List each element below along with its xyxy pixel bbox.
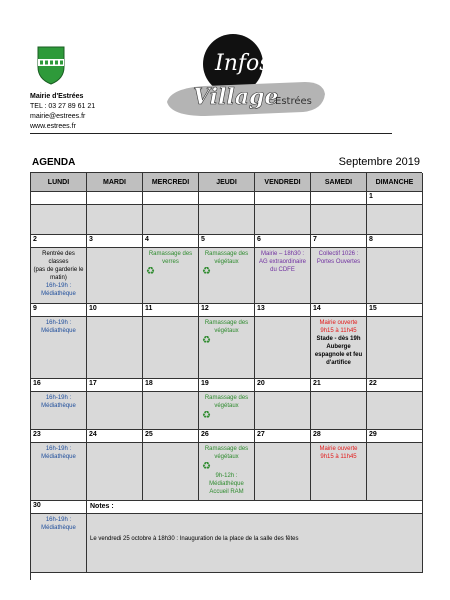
agenda-title: AGENDA [32, 157, 76, 168]
day-cell[interactable] [143, 317, 199, 379]
event-text: Mairie – 18h30 : AG extraordinaire du CDFE [258, 251, 307, 273]
day-number: 6 [255, 235, 311, 248]
day-cell[interactable] [367, 205, 423, 235]
recycle-icon: ♻ [202, 410, 211, 421]
phone-text: TEL : 03 27 89 61 21 [30, 103, 96, 110]
day-number: 13 [255, 304, 311, 317]
day-number: 9 [31, 304, 87, 317]
event-text: Médiathèque [41, 403, 76, 409]
day-header-vendredi: VENDREDI [255, 173, 311, 192]
day-number: 20 [255, 379, 311, 392]
day-number [87, 192, 143, 205]
recycle-icon: ♻ [146, 266, 155, 277]
day-cell[interactable] [199, 248, 255, 304]
event-text: Stade - dès 19h Auberge espagnole et feu d'artifice [314, 336, 363, 366]
day-number: 2 [31, 235, 87, 248]
day-cell[interactable] [87, 248, 143, 304]
event-text: Médiathèque [41, 454, 76, 460]
contact-block [30, 92, 95, 132]
day-number: 24 [87, 430, 143, 443]
day-cell[interactable] [255, 248, 311, 304]
day-cell[interactable] [31, 317, 87, 379]
day-cell[interactable] [31, 514, 87, 573]
day-header-samedi: SAMEDI [311, 173, 367, 192]
day-number: 29 [367, 430, 423, 443]
event-text: 9h-12h : Médiathèque Accueil RAM [209, 473, 244, 495]
day-header-mardi: MARDI [87, 173, 143, 192]
day-cell[interactable] [255, 317, 311, 379]
day-cell[interactable] [31, 248, 87, 304]
day-cell[interactable] [199, 317, 255, 379]
event-text: Médiathèque [41, 328, 76, 334]
day-number: 14 [311, 304, 367, 317]
day-cell[interactable] [143, 205, 199, 235]
website-text: www.estrees.fr [30, 123, 76, 130]
event-text: Collectif 1026 : Portes Ouvertes [316, 251, 361, 265]
day-cell[interactable] [255, 392, 311, 430]
day-number: 21 [311, 379, 367, 392]
day-cell[interactable] [311, 205, 367, 235]
event-text: 16h-19h : [45, 395, 72, 401]
event-text: Ramassage des végétaux [204, 251, 249, 265]
header-divider [30, 133, 392, 134]
calendar-grid [30, 172, 422, 580]
day-cell[interactable] [199, 392, 255, 430]
logo-village-text: Village [193, 84, 279, 110]
day-cell[interactable] [255, 443, 311, 501]
day-cell[interactable] [255, 205, 311, 235]
mayor-label: Mairie d'Estrées [30, 93, 84, 100]
day-cell[interactable] [367, 248, 423, 304]
day-cell[interactable] [367, 392, 423, 430]
day-number: 5 [199, 235, 255, 248]
day-number: 8 [367, 235, 423, 248]
day-number: 11 [143, 304, 199, 317]
logo-infos-text: Infos [215, 51, 271, 76]
day-header-jeudi: JEUDI [199, 173, 255, 192]
recycle-icon: ♻ [202, 335, 211, 346]
day-header-mercredi: MERCREDI [143, 173, 199, 192]
event-text: 16h-19h : [45, 517, 72, 523]
day-number: 30 [31, 501, 87, 514]
day-cell[interactable] [31, 443, 87, 501]
day-cell[interactable] [87, 317, 143, 379]
notes-text[interactable]: Le vendredi 25 octobre à 18h30 : Inauguration de la place de la salle des fêtes [87, 514, 423, 573]
town-crest-icon [36, 45, 66, 85]
day-number: 18 [143, 379, 199, 392]
day-number: 4 [143, 235, 199, 248]
day-cell[interactable] [199, 443, 255, 501]
day-cell[interactable] [367, 443, 423, 501]
day-header-lundi: LUNDI [31, 173, 87, 192]
event-text: Ramassage des végétaux [204, 446, 249, 460]
event-text: Ramassage des verres [148, 251, 193, 265]
day-number: 3 [87, 235, 143, 248]
day-number: 10 [87, 304, 143, 317]
month-title: Septembre 2019 [338, 156, 420, 168]
event-text: 16h-19h : [45, 320, 72, 326]
day-number: 7 [311, 235, 367, 248]
day-number: 15 [367, 304, 423, 317]
event-text: 16h-19h : [45, 446, 72, 452]
day-number [255, 192, 311, 205]
day-cell[interactable] [199, 205, 255, 235]
event-text: Ramassage des végétaux [204, 395, 249, 409]
day-number: 27 [255, 430, 311, 443]
day-cell[interactable] [143, 443, 199, 501]
event-text: Ramassage des végétaux [204, 320, 249, 334]
day-number: 12 [199, 304, 255, 317]
day-cell[interactable] [143, 392, 199, 430]
day-number: 17 [87, 379, 143, 392]
day-number: 19 [199, 379, 255, 392]
event-text: 16h-19h : [45, 283, 72, 289]
day-number [199, 192, 255, 205]
day-cell[interactable] [87, 205, 143, 235]
day-cell[interactable] [87, 443, 143, 501]
day-cell[interactable] [311, 443, 367, 501]
event-text: Mairie ouverte 9h15 à 11h45 [319, 446, 358, 460]
day-header-dimanche: DIMANCHE [367, 173, 423, 192]
day-cell[interactable] [311, 248, 367, 304]
day-number: 23 [31, 430, 87, 443]
notes-label: Notes : [87, 501, 423, 514]
day-number: 25 [143, 430, 199, 443]
recycle-icon: ♻ [202, 461, 211, 472]
day-number [311, 192, 367, 205]
event-text: Rentrée des classes [42, 251, 75, 265]
day-cell[interactable] [311, 317, 367, 379]
day-number: 28 [311, 430, 367, 443]
day-number: 22 [367, 379, 423, 392]
day-number: 1 [367, 192, 423, 205]
logo-town-text: Estrées [275, 96, 312, 107]
event-text: (pas de garderie le matin) [33, 267, 84, 281]
email-text: mairie@estrees.fr [30, 113, 86, 120]
day-number [31, 192, 87, 205]
day-cell[interactable] [31, 205, 87, 235]
day-number: 26 [199, 430, 255, 443]
recycle-icon: ♻ [202, 266, 211, 277]
day-number [143, 192, 199, 205]
day-cell[interactable] [311, 392, 367, 430]
day-cell[interactable] [143, 248, 199, 304]
day-cell[interactable] [87, 392, 143, 430]
day-number: 16 [31, 379, 87, 392]
day-cell[interactable] [367, 317, 423, 379]
event-text: Médiathèque [41, 525, 76, 531]
event-text: Médiathèque [41, 291, 76, 297]
day-cell[interactable] [31, 392, 87, 430]
event-text: Mairie ouverte 9h15 à 11h45 [319, 320, 358, 334]
infos-village-logo [165, 30, 335, 125]
